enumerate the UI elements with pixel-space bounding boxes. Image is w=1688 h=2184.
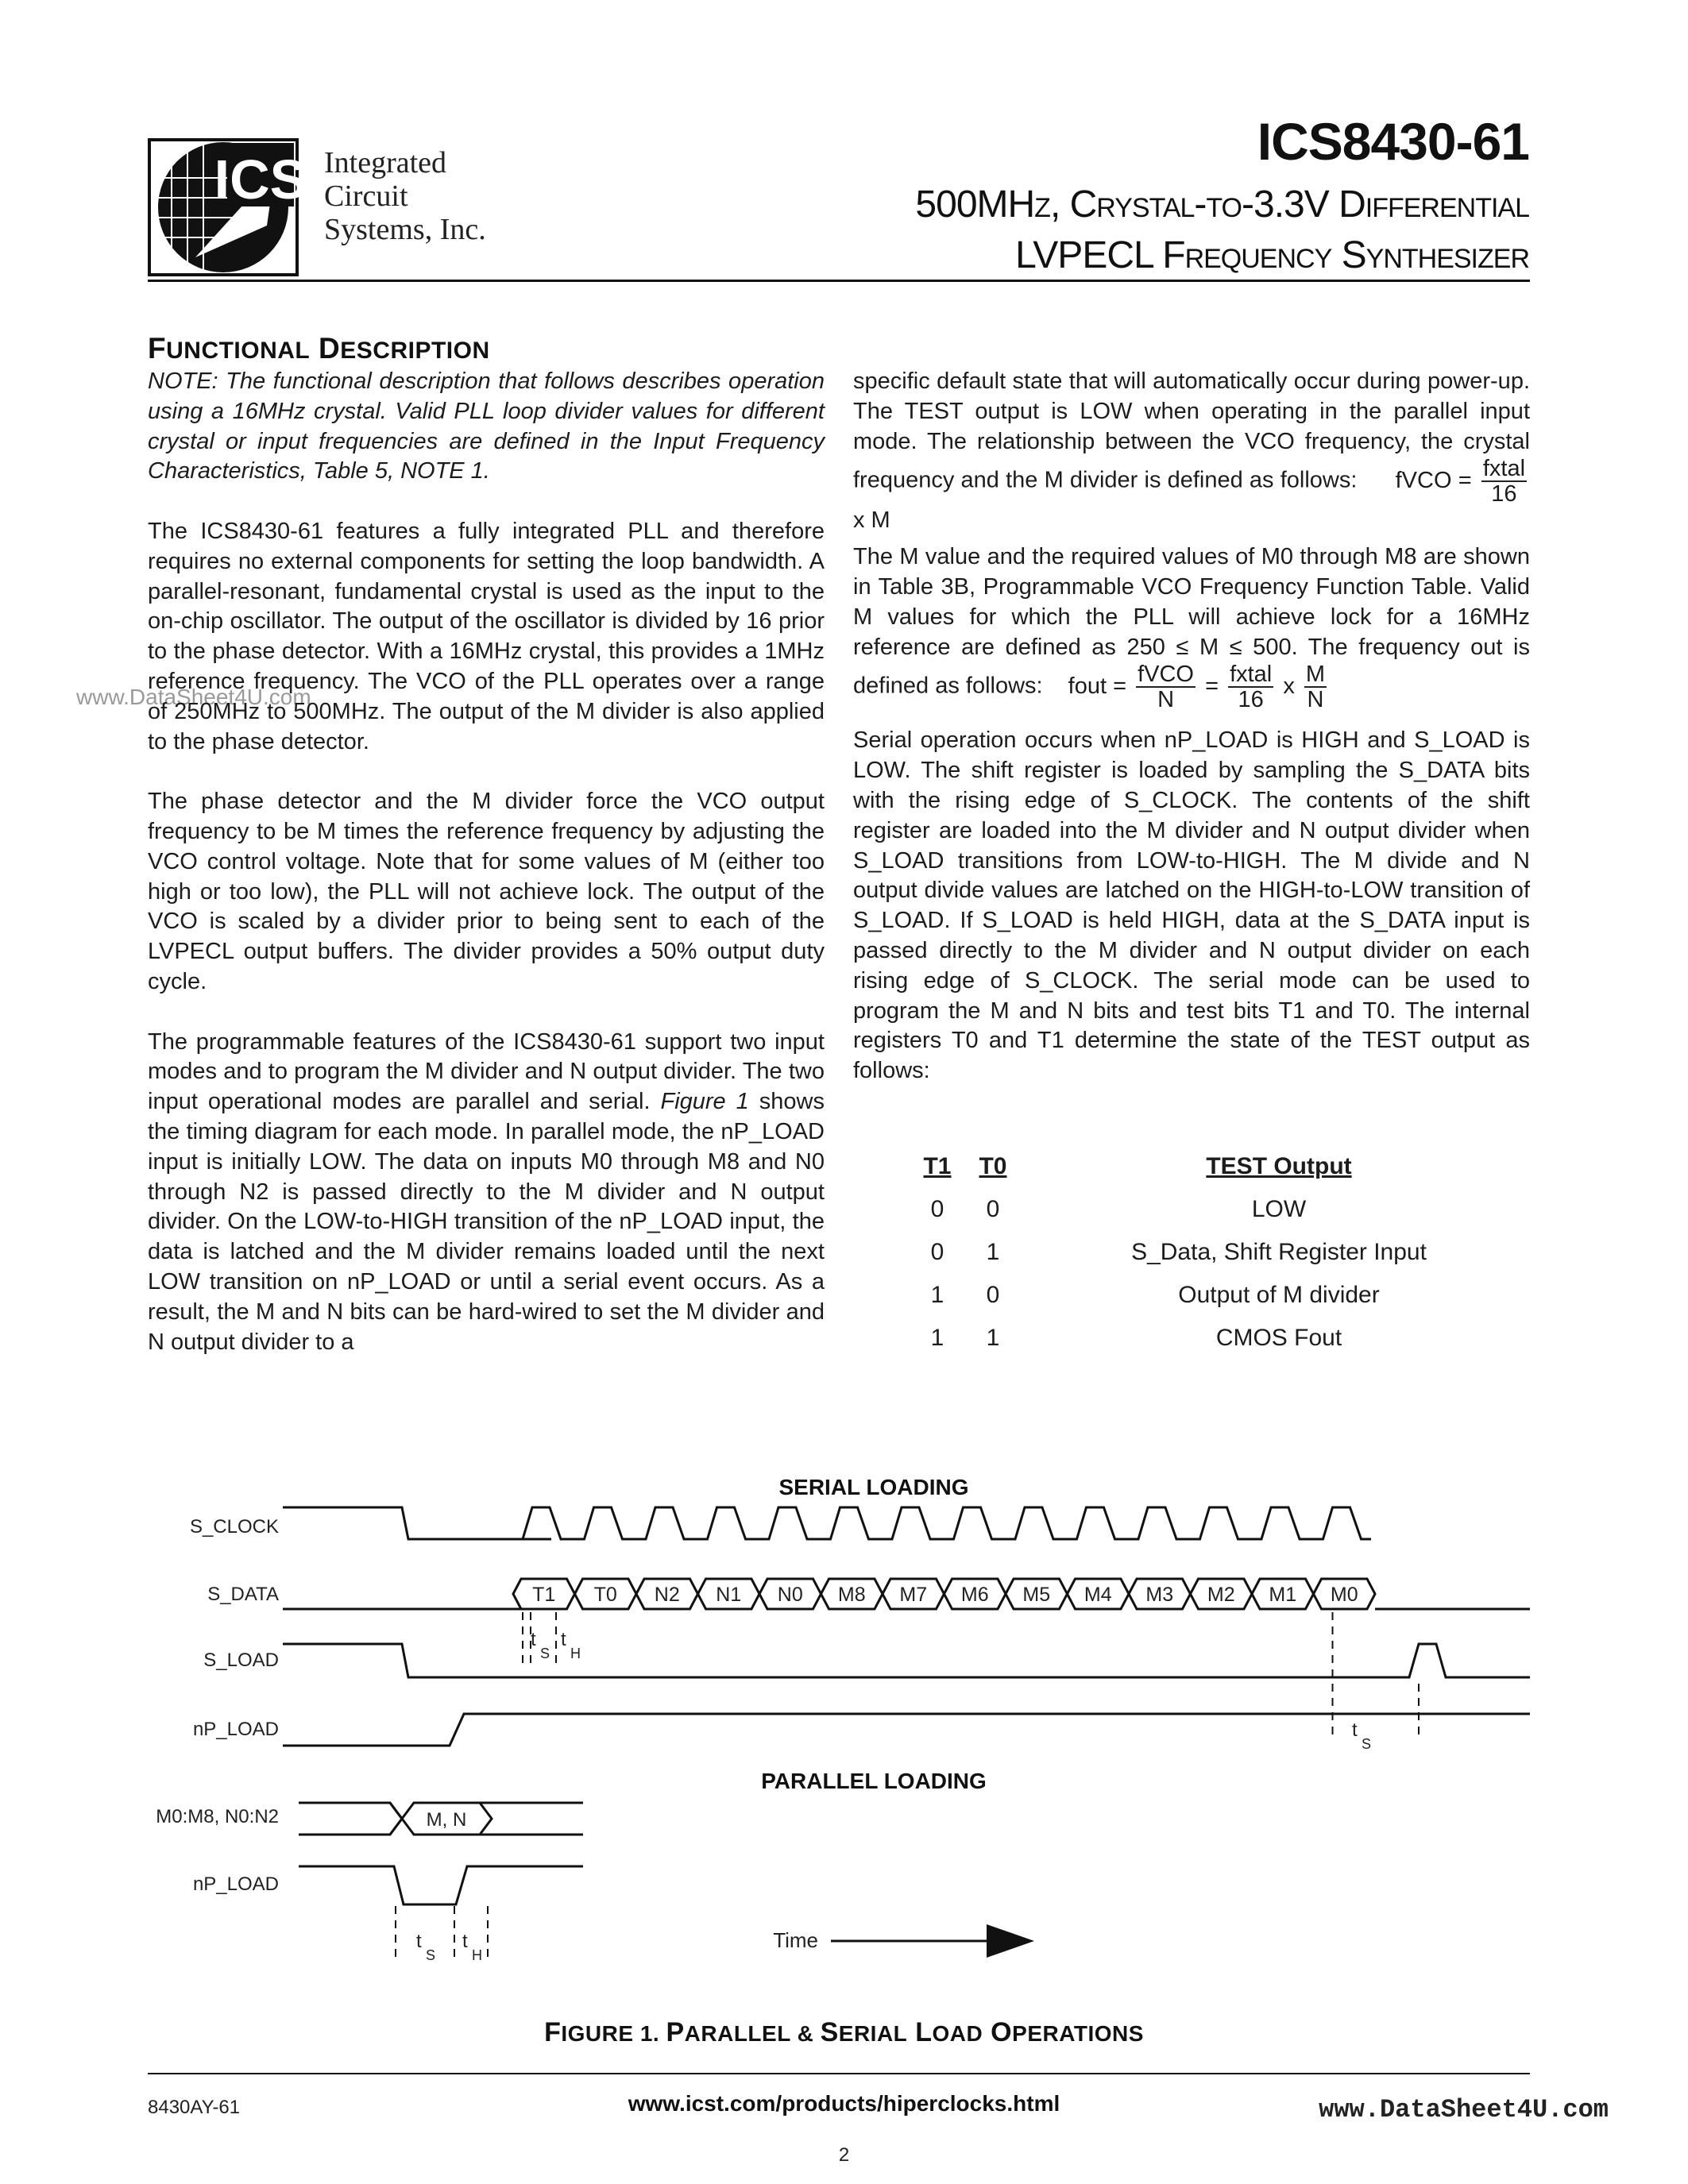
s-load-waveform [283, 1644, 1530, 1677]
document-subtitle [915, 181, 1529, 283]
part-number: ICS8430-61 [1257, 112, 1529, 171]
signal-label-np-load: nP_LOAD [192, 1719, 279, 1740]
s-data-bit-label: M4 [1083, 1584, 1112, 1606]
s-data-bit-label: M5 [1022, 1584, 1051, 1606]
s-data-bit-label: N1 [716, 1584, 742, 1606]
timing-diagram [148, 1461, 1530, 1993]
footer-divider [148, 2073, 1530, 2074]
figure-caption: FIGURE 1. PARALLEL & SERIAL LOAD OPERATIONS [544, 2017, 1144, 2047]
parallel-hold-t: t [462, 1931, 468, 1952]
right-column [853, 367, 1530, 1117]
left-column [148, 367, 825, 1387]
setup-time-subscript: S [540, 1646, 550, 1661]
note-paragraph: NOTE: The functional description that follows describes operation using a 16MHz crystal. Valid PLL loop divider values for different crystal or input frequencies are defined in the Input Frequency Characteristics, Table 5, NOTE 1. [148, 369, 825, 484]
paragraph: The ICS8430-61 features a fully integrated PLL and therefore requires no external components for setting the loop bandwidth. A parallel-resonant, fundamental crystal is used as the input to the on-chip oscillator. The output of the oscillator is divided by 16 prior to the phase detector. With a 16MHz crystal, this provides a 1MHz reference frequency. The VCO of the PLL operates over a range of 250MHz to 500MHz. The output of the M divider is also applied to the phase detector. [148, 518, 825, 754]
hold-time-subscript: H [570, 1646, 581, 1661]
signal-label-m-n-bits: M0:M8, N0:N2 [156, 1806, 279, 1827]
s-data-bit-label: M1 [1269, 1584, 1297, 1606]
company-line-1: Integrated [324, 146, 447, 179]
vco-equation: fVCO = $\frac{\text{fxtal}}{16}$ x M [853, 456, 1526, 534]
svg-text:ICS: ICS [214, 149, 299, 210]
paragraph: The programmable features of the ICS8430-61 support two input modes and to program the M divider and N output divider. The two input operational modes are parallel and serial. Figure 1 shows the timing diagram for each mode. In parallel mode, the nP_LOAD input is initially LOW. The data on inputs M0 through M8 and N0 through N2 is passed directly to the M divider and N output divider. On the LOW-to-HIGH transition of the nP_LOAD input, the data is latched and the M divider remains loaded until the next LOW transition on nP_LOAD or until a serial event occurs. As a result, the M and N bits can be hard-wired to set the M divider and N output divider to a [148, 1028, 825, 1355]
parallel-setup-subscript: S [426, 1947, 436, 1963]
serial-loading-title: SERIAL LOADING [778, 1475, 969, 1499]
fout-equation: fout = $\frac{\text{fVCO}}{N}$ = $\frac{\text{fxtal}}{16}$ x $\frac{M}{N}$ [1068, 662, 1326, 713]
paragraph: The phase detector and the M divider force the VCO output frequency to be M times the reference frequency by adjusting the VCO control voltage. Note that for some values of M (either too high or too low), the PLL will not achieve lock. The output of the VCO is scaled by a divider prior to being sent to each of the LVPECL output buffers. The divider provides a 50% output duty cycle. [148, 789, 825, 994]
paragraph: specific default state that will automatically occur during power-up. The TEST output is LOW when operating in the parallel input mode. The relationship between the VCO frequency, the crystal frequency and the M divider is defined as follows: fVCO = $\frac{\text{fxtal}}{16}$ x M [853, 369, 1530, 534]
header-t1: T1 [923, 1153, 952, 1179]
header-divider [148, 280, 1530, 282]
company-name [324, 146, 486, 246]
time-label: Time [773, 1928, 818, 1952]
footer-url-link[interactable]: www.icst.com/products/hiperclocks.html [628, 2091, 1060, 2116]
company-line-3: Systems, Inc. [324, 213, 486, 246]
s-data-bit-label: N0 [777, 1584, 803, 1606]
parallel-hold-subscript: H [472, 1947, 482, 1963]
np-load-parallel-waveform [299, 1866, 583, 1904]
s-data-bit-label: M0 [1330, 1584, 1358, 1606]
footer-watermark: www.DataSheet4U.com [1319, 2095, 1609, 2124]
figure-reference: Figure 1 [660, 1089, 749, 1115]
s-load-setup-subscript: S [1362, 1736, 1372, 1752]
section-title: FUNCTIONAL DESCRIPTION [148, 332, 490, 365]
paragraph: Serial operation occurs when nP_LOAD is HIGH and S_LOAD is LOW. The shift register is loaded by sampling the S_DATA bits with the rising edge of S_CLOCK. The contents of the shift register are loaded into the M divider and N output divider when S_LOAD transitions from LOW-to-HIGH. The M divide and N output divide values are latched on the HIGH-to-LOW transition of S_LOAD. If S_LOAD is held HIGH, data at the S_DATA input is passed directly to the M divider and N output divider on each rising edge of S_CLOCK. The serial mode can be used to program the M and N bits and test bits T1 and T0. The internal registers T0 and T1 determine the state of the TEST output as follows: [853, 727, 1530, 1084]
np-load-waveform [283, 1714, 1530, 1746]
s-data-bit-label: M2 [1207, 1584, 1235, 1606]
s-data-bit-label: T0 [593, 1584, 617, 1606]
document-code: 8430AY-61 [148, 2097, 241, 2118]
company-line-2: Circuit [324, 179, 408, 213]
header-t0: T0 [979, 1153, 1007, 1179]
left-watermark: www.DataSheet4U.com [76, 685, 311, 709]
parallel-data-right [480, 1803, 583, 1835]
hold-time-t: t [561, 1629, 566, 1650]
s-load-setup-t: t [1352, 1719, 1358, 1741]
s-data-bit-label: N2 [654, 1584, 680, 1606]
s-data-bit-label: M6 [960, 1584, 989, 1606]
signal-label-s-clock: S_CLOCK [189, 1516, 279, 1538]
parallel-loading-title: PARALLEL LOADING [761, 1769, 987, 1793]
signal-label-np-load-parallel: nP_LOAD [192, 1873, 279, 1895]
timing-svg [148, 1461, 1530, 1993]
subtitle-line-1: 500MHZ, CRYSTAL-TO-3.3V DIFFERENTIAL [915, 183, 1529, 226]
parallel-setup-t: t [416, 1931, 422, 1952]
parallel-data-left [299, 1803, 402, 1835]
signal-label-s-load: S_LOAD [203, 1650, 279, 1671]
signal-label-s-data: S_DATA [207, 1584, 279, 1605]
page-number: 2 [838, 2144, 850, 2166]
paragraph: The M value and the required values of M0 through M8 are shown in Table 3B, Programmable VCO Frequency Function Table. Valid M values for which the PLL will achieve lock for a 16MHz reference are defined as 250 ≤ M ≤ 500. The frequency out is defined as follows: fout = $\frac{\text{fVCO}}{N}$ = $\frac{\text{fxtal}}{16}$ x $\frac{M}{N}$ [853, 544, 1530, 713]
setup-time-t: t [531, 1629, 536, 1650]
subtitle-line-2: LVPECL FREQUENCY SYNTHESIZER [1015, 234, 1529, 276]
s-data-bit-label: T1 [532, 1584, 556, 1606]
s-clock-waveform [283, 1507, 1371, 1539]
s-data-bit-label: M7 [899, 1584, 928, 1606]
s-data-bit-label: M8 [837, 1584, 866, 1606]
parallel-data-label: M, N [426, 1809, 467, 1831]
header-test-output: TEST Output [1206, 1153, 1352, 1179]
s-data-bit-label: M3 [1145, 1584, 1174, 1606]
ics-logo [148, 138, 299, 276]
